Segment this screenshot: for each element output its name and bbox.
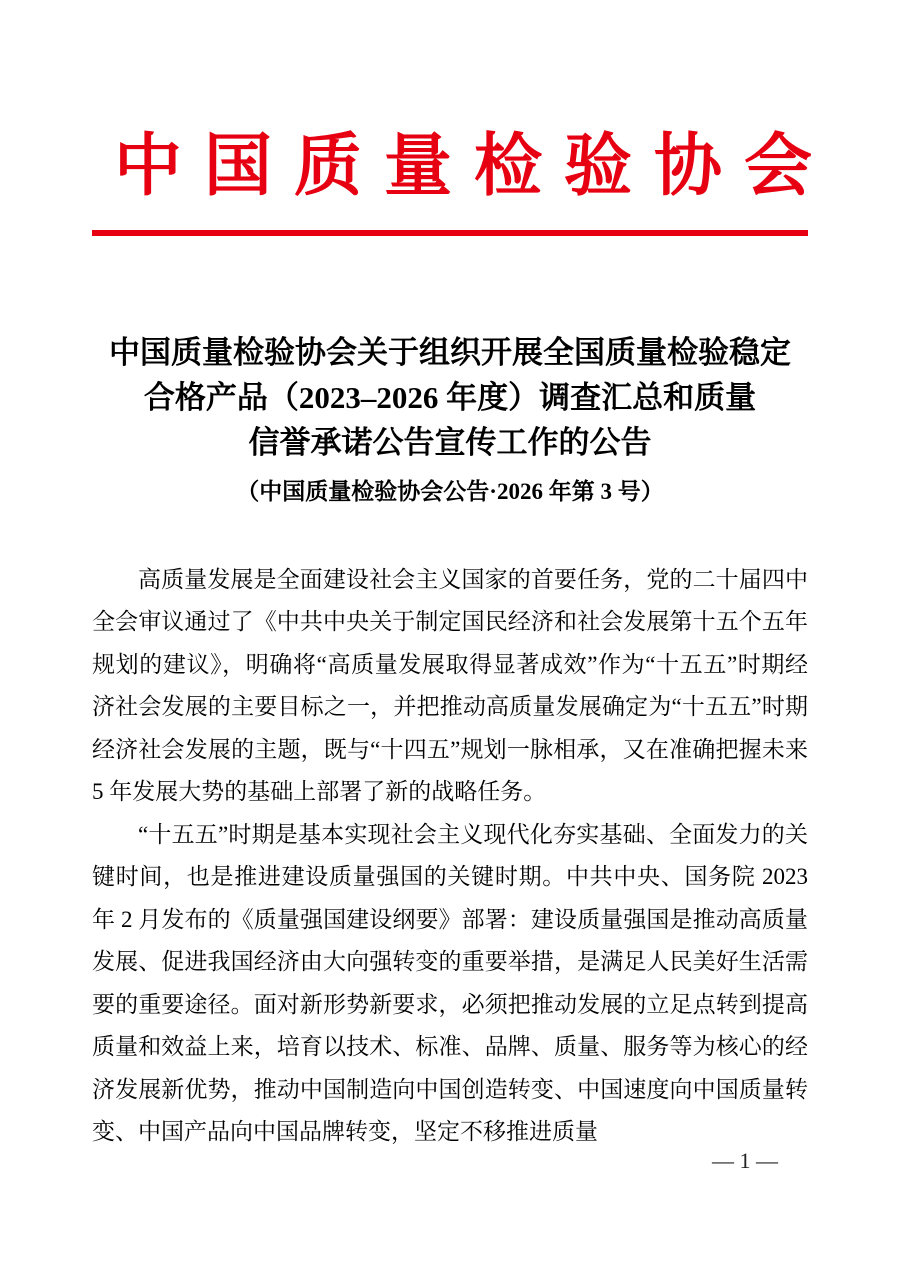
announcement-title-line-3: 信誉承诺公告宣传工作的公告	[248, 424, 652, 460]
body-paragraph-2: “十五五”时期是基本实现社会主义现代化夯实基础、全面发力的关键时间，也是推进建设质量强国的关键时期。中共中央、国务院 2023 年 2 月发布的《质量强国建设纲要》部署：建设质量强国是推动高质量发展、促进我国经济由大向强转变的重要举措，是满足人民美好生活需要的重要途径。面对新形势新要求，必须把推动发展的立足点转到提高质量和效益上来，培育以技术、标准、品牌、质量、服务等为核心的经济发展新优势，推动中国制造向中国创造转变、中国速度向中国质量转变、中国产品向中国品牌转变，坚定不移推进质量	[92, 821, 808, 1145]
announcement-title-line-1: 中国质量检验协会关于组织开展全国质量检验稳定	[109, 334, 791, 370]
page-number: — 1 —	[712, 1148, 778, 1173]
announcement-body	[92, 559, 808, 1154]
body-paragraph-1: 高质量发展是全面建设社会主义国家的首要任务，党的二十届四中全会审议通过了《中共中央关于制定国民经济和社会发展第十五个五年规划的建议》，明确将“高质量发展取得显著成效”作为“十五五”时期经济社会发展的主要目标之一，并把推动高质量发展确定为“十五五”时期经济社会发展的主题，既与“十四五”规划一脉相承，又在准确把握未来 5 年发展大势的基础上部署了新的战略任务。	[92, 566, 808, 805]
announcement-title	[92, 330, 808, 465]
announcement-title-line-2: 合格产品（2023–2026 年度）调查汇总和质量	[143, 379, 757, 415]
document-content	[92, 126, 835, 1154]
announcement-subtitle: （中国质量检验协会公告·2026 年第 3 号）	[236, 478, 664, 504]
letterhead-red-divider	[92, 230, 808, 236]
letterhead-org-name: 中国质量检验协会	[114, 128, 835, 204]
